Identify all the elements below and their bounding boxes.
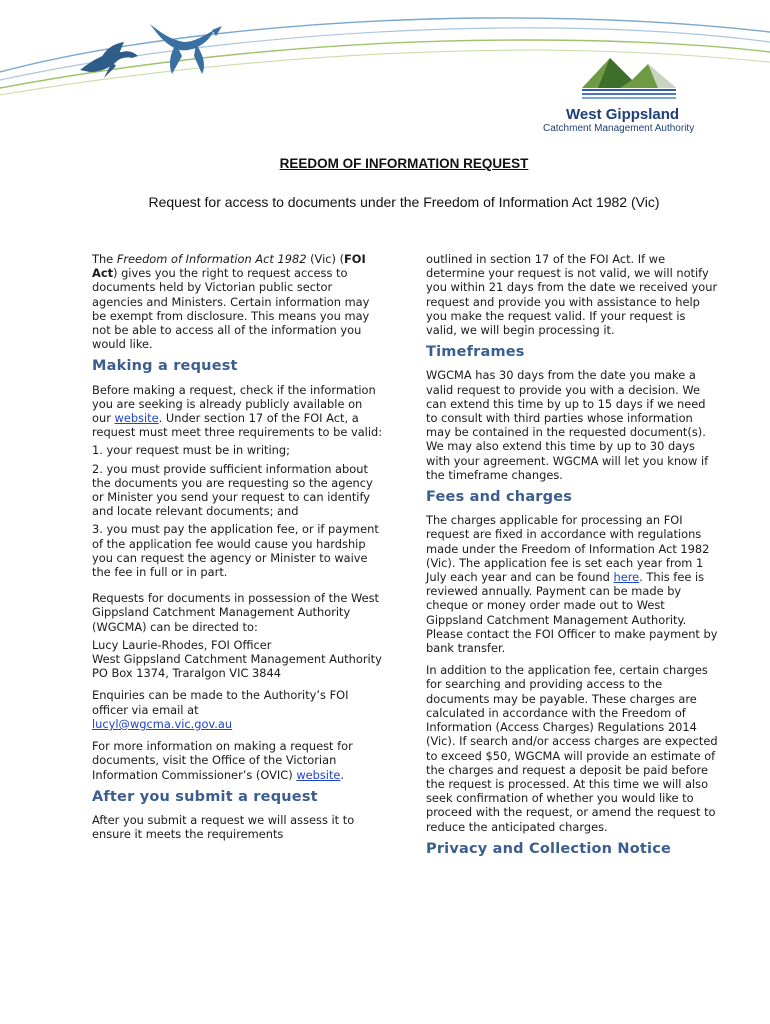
- fee-here-link[interactable]: here: [613, 570, 640, 585]
- heading-making-request: Making a request: [92, 358, 238, 375]
- after-paragraph: After you submit a request we will assess it to ensure it meets the requirements: [92, 812, 355, 842]
- logo-name: West Gippsland: [566, 106, 680, 123]
- heading-fees: Fees and charges: [426, 489, 573, 506]
- website-link[interactable]: website: [114, 411, 159, 426]
- right-column: [426, 252, 718, 865]
- document-subtitle: Request for access to documents under the Freedom of Information Act 1982 (Vic): [148, 194, 660, 210]
- more-info-paragraph: For more information on making a request for documents, visit the Office of the Victorian Information Commissioner’s (OVIC) website.: [92, 739, 353, 782]
- left-column: [92, 252, 384, 849]
- enquiries-paragraph: Enquiries can be made to the Authority’s FOI officer via email at lucyl@wgcma.vic.gov.au: [92, 688, 349, 731]
- directed-paragraph: Requests for documents in possession of the West Gippsland Catchment Management Authority (WGCMA) can be directed to:: [92, 591, 379, 634]
- requirement-1: 1. your request must be in writing;: [92, 443, 290, 458]
- timeframes-paragraph: WGCMA has 30 days from the date you make a valid request to provide you with a decision. We can extend this time by up to 15 days if we need to consult with third parties whose information may be contained in the requested document(s). We may also extend this time by up to 30 days with your agreement. WGCMA will let you know if the timeframe changes.: [426, 368, 709, 482]
- ovic-website-link[interactable]: website: [296, 767, 341, 782]
- making-paragraph: Before making a request, check if the information you are seeking is already publicly available on our website. Under section 17 of the FOI Act, a request must meet three requirements to be valid:: [92, 382, 383, 440]
- heading-privacy: Privacy and Collection Notice: [426, 840, 672, 857]
- document-title: REEDOM OF INFORMATION REQUEST: [279, 156, 529, 171]
- email-link[interactable]: lucyl@wgcma.vic.gov.au: [92, 716, 233, 731]
- requirement-3: 3. you must pay the application fee, or if payment of the application fee would cause you hardship you can request the agency or Minister to waive the fee in full or in part.: [92, 522, 379, 580]
- requirement-2: 2. you must provide sufficient information about the documents you are requesting so the agency or Minister you send your request to can identify and locate relevant documents; and: [92, 461, 373, 519]
- fees-paragraph-1: The charges applicable for processing an FOI request are fixed in accordance with regulations made under the Freedom of Information Act 1982 (Vic). The application fee is set each year from 1 July each year and can be found here. This fee is reviewed annually. Payment can be made by cheque or money order made out to West Gippsland Catchment Management Authority. Please contact the FOI Officer to make payment by bank transfer.: [426, 513, 718, 656]
- heading-after-submit: After you submit a request: [92, 788, 318, 805]
- fees-paragraph-2: In addition to the application fee, certain charges for searching and providing access to the documents may be payable. These charges are calculated in accordance with the Freedom of Information (Access Charges) Regulations 2014 (Vic). If search and/or access charges are expected to exceed $50, WGCMA will provide an estimate of the charges and request a deposit be paid before the request is processed. At this time we will also seek confirmation of whether you would like to proceed with the request, or amend the request to reduce the anticipated charges.: [426, 663, 718, 834]
- logo-subtitle: Catchment Management Authority: [543, 123, 695, 134]
- heading-timeframes: Timeframes: [426, 344, 525, 361]
- postal-address: Lucy Laurie-Rhodes, FOI Officer West Gippsland Catchment Management Authority PO Box 1374, Traralgon VIC 3844: [92, 637, 382, 681]
- continued-paragraph: outlined in section 17 of the FOI Act. If we determine your request is not valid, we will notify you within 21 days from the date we received your request and provide you with assistance to help you make the request valid. If your request is valid, we will begin processing it.: [426, 252, 718, 338]
- intro-paragraph: The Freedom of Information Act 1982 (Vic) (FOI Act) gives you the right to request access to documents held by Victorian public sector agencies and Ministers. Certain information may be exempt from disclosure. This means you may not be able to access all of the information you would like.: [92, 252, 370, 352]
